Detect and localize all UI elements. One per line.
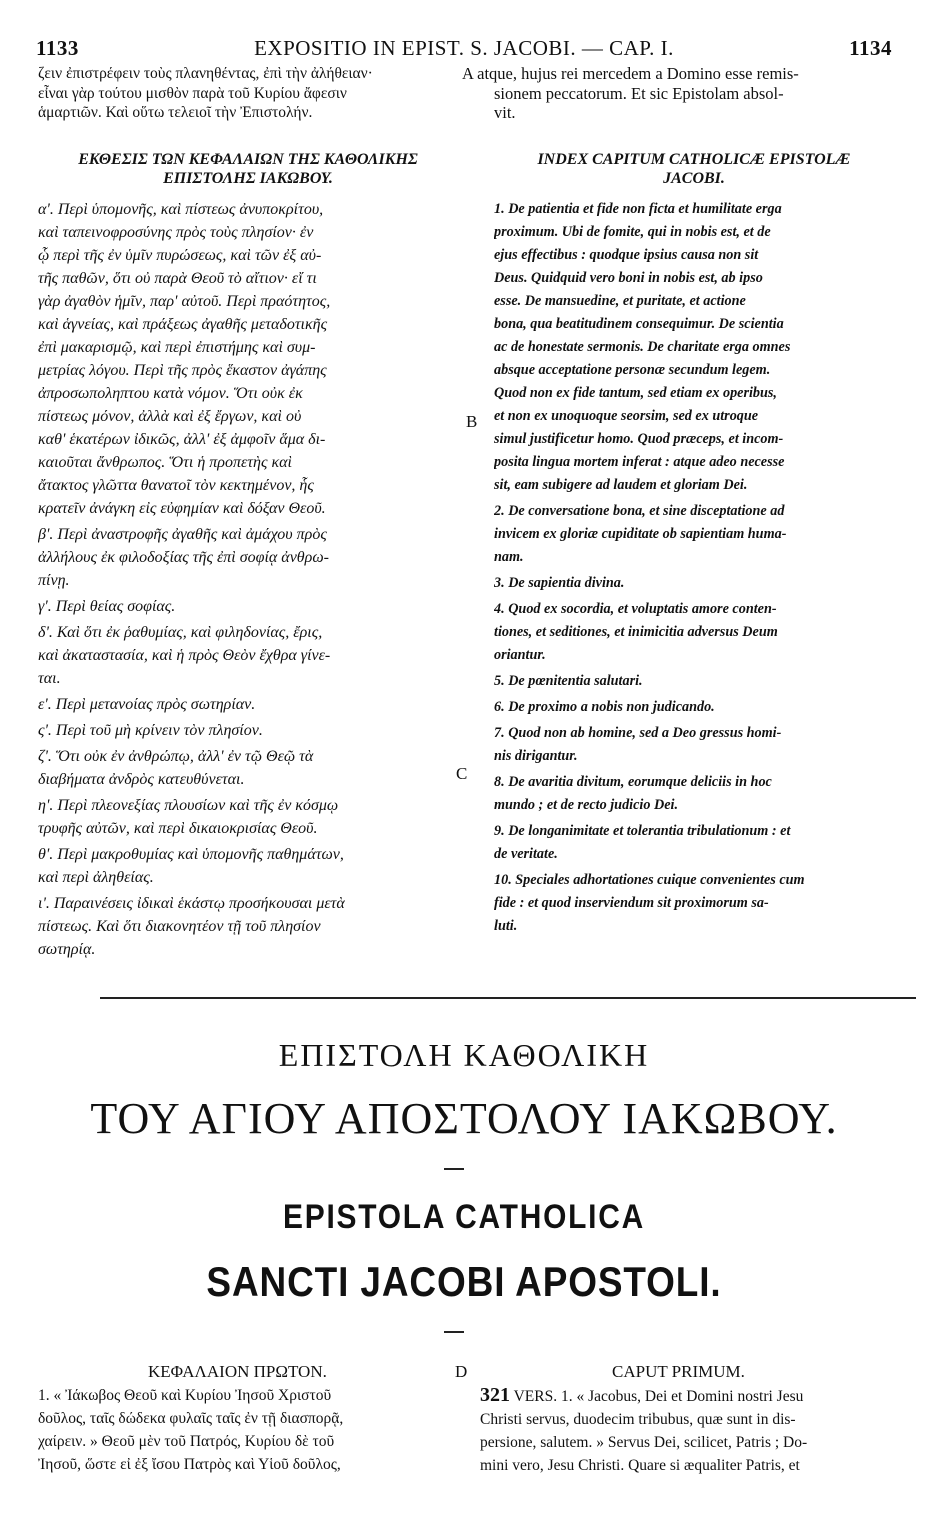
text-line: Christi servus, duodecim tribubus, quæ sunt in dis- xyxy=(480,1411,796,1428)
text-line: Ἰησοῦ, ὥστε εἰ ἐξ ἴσου Πατρὸς καὶ Υἱοῦ δοῦλος, xyxy=(38,1456,341,1473)
index-entry xyxy=(38,794,458,840)
entry-line: oriantur. xyxy=(494,647,546,663)
entry-line: καὶ ἀκαταστασία, καὶ ἡ πρὸς Θεὸν ἔχθρα γίνε- xyxy=(38,647,331,664)
entry-line: ejus effectibus : quodque ipsius causa non sit xyxy=(494,247,759,263)
entry-line: luti. xyxy=(494,918,518,934)
entry-line: ᾧ περὶ τῆς ἐν ὑμῖν πυρώσεως, καὶ τῶν ἐξ αὐ- xyxy=(38,247,322,264)
entry-line: invicem ex gloriæ cupiditate ob sapientiam huma- xyxy=(494,526,787,542)
heading-line: ΕΠΙΣΤΟΛΗΣ ΙΑΚΩΒΟΥ. xyxy=(163,170,333,187)
index-entry xyxy=(38,892,458,961)
entry-line: τῆς παθῶν, ὅτι οὐ παρὰ Θεοῦ τὸ αἴτιον· εἴ τι xyxy=(38,270,317,287)
text-line: ἁμαρτιῶν. Καὶ οὕτω τελειοῖ τὴν Ἐπιστολήν. xyxy=(38,104,313,121)
entry-line: κρατεῖν ἀνάγκη εἰς εὐφημίαν καὶ δόξαν Θεοῦ. xyxy=(38,500,326,517)
text-line: sionem peccatorum. Et sic Epistolam absol- xyxy=(494,83,784,103)
index-entry xyxy=(494,198,894,497)
entry-line: nis dirigantur. xyxy=(494,748,578,764)
index-entry xyxy=(494,771,894,817)
text-line: χαίρειν. » Θεοῦ μὲν τοῦ Πατρός, Κυρίου δὲ τοῦ xyxy=(38,1433,335,1450)
running-title: EXPOSITIO IN EPIST. S. JACOBI. — CAP. I. xyxy=(254,36,674,60)
entry-line: bona, qua beatitudinem consequimur. De scientia xyxy=(494,316,784,332)
text-line xyxy=(480,1384,898,1408)
text-line-content: VERS. 1. « Jacobus, Dei et Domini nostri Jesu xyxy=(513,1388,804,1405)
index-entry xyxy=(38,198,458,520)
text-line: εἶναι γὰρ τούτου μισθὸν παρὰ τοῦ Κυρίου ἄφεσιν xyxy=(38,84,347,102)
entry-line: esse. De mansuedine, et puritate, et actione xyxy=(494,293,746,309)
entry-line: 10. Speciales adhortationes cuique convenientes cum xyxy=(494,872,805,888)
intro-greek xyxy=(38,64,458,123)
heading-line: INDEX CAPITUM CATHOLICÆ EPISTOLÆ xyxy=(537,151,851,168)
text-line: δοῦλος, ταῖς δώδεκα φυλαῖς ταῖς ἐν τῇ διασπορᾷ, xyxy=(38,1410,344,1427)
text-line: persione, salutem. » Servus Dei, scilicet, Patris ; Do- xyxy=(480,1434,808,1451)
entry-line: ἐπὶ μακαρισμῷ, καὶ περὶ ἐπιστήμης καὶ συμ- xyxy=(38,339,316,356)
greek-title-line2: ΤΟΥ ΑΓΙΟΥ ΑΠΟΣΤΟΛΟΥ ΙΑΚΩΒΟΥ. xyxy=(90,1094,838,1143)
entry-line: πίστεως. Καὶ ὅτι διακονητέον τῇ τοῦ πλησίον xyxy=(38,918,321,935)
entry-line: ἀλλήλους ἐκ φιλοδοξίας τῆς ἐπὶ σοφίᾳ ἀνθρω- xyxy=(38,549,329,566)
entry-line: η'. Περὶ πλεονεξίας πλουσίων καὶ τῆς ἐν κόσμῳ xyxy=(38,797,339,814)
text-line: ζειν ἐπιστρέφειν τοὺς πλανηθέντας, ἐπὶ τὴν ἀλήθειαν· xyxy=(38,65,373,82)
latin-title-line2: SANCTI JACOBI APOSTOLI. xyxy=(206,1258,722,1305)
index-entry xyxy=(494,869,894,938)
index-entry xyxy=(494,572,894,595)
text-line: mini vero, Jesu Christi. Quare si æqualiter Patris, et xyxy=(480,1457,800,1474)
index-entry xyxy=(494,670,894,693)
heading-line: ΕΚΘΕΣΙΣ ΤΩΝ ΚΕΦΑΛΑΙΩΝ ΤΗΣ ΚΑΘΟΛΙΚΗΣ xyxy=(78,151,418,168)
entry-line: σωτηρίᾳ. xyxy=(38,941,96,958)
chapter-heading-latin: CAPUT PRIMUM. xyxy=(612,1362,745,1381)
heading-line: JACOBI. xyxy=(663,170,725,187)
entry-line: πίστεως μόνον, ἀλλὰ καὶ ἐξ ἔργων, καὶ οὐ xyxy=(38,408,302,425)
running-header xyxy=(36,36,892,62)
index-entry xyxy=(38,693,458,716)
index-entry xyxy=(38,745,458,791)
entry-line: simul justificetur homo. Quod præceps, et incom- xyxy=(494,431,784,447)
entry-line: γ'. Περὶ θείας σοφίας. xyxy=(38,598,176,615)
entry-line: δ'. Καὶ ὅτι ἐκ ῥαθυμίας, καὶ φιληδονίας, ἔρις, xyxy=(38,624,323,641)
entry-line: καὶ περὶ ἀληθείας. xyxy=(38,869,154,886)
entry-line: διαβήματα ἀνδρὸς κατευθύνεται. xyxy=(38,771,245,788)
entry-line: θ'. Περὶ μακροθυμίας καὶ ὑπομονῆς παθημάτων, xyxy=(38,846,344,863)
margin-letter-b: B xyxy=(466,412,478,431)
text-line: vit. xyxy=(494,103,516,122)
entry-line: 3. De sapientia divina. xyxy=(494,575,625,591)
entry-line: πίνῃ. xyxy=(38,572,70,589)
entry-line: καθ' ἑκατέρων ἰδικῶς, ἀλλ' ἐξ ἀμφοῖν ἅμα δι- xyxy=(38,431,326,448)
title-dash xyxy=(444,1168,464,1170)
text-line: 1. « Ἰάκωβος Θεοῦ καὶ Κυρίου Ἰησοῦ Χριστοῦ xyxy=(38,1387,332,1404)
entry-line: α'. Περὶ ὑπομονῆς, καὶ πίστεως ἀνυποκρίτου, xyxy=(38,201,324,218)
index-entry xyxy=(38,595,458,618)
entry-line: γὰρ ἀγαθὸν ἡμῖν, παρ' αὐτοῦ. Περὶ πραότητος, xyxy=(38,293,331,310)
section-divider xyxy=(100,997,916,999)
margin-letter-c: C xyxy=(456,764,468,783)
entry-line: 5. De pœnitentia salutari. xyxy=(494,673,643,689)
entry-line: ἄτακτος γλῶττα θανατοῖ τὸν κεκτημένον, ἧς xyxy=(38,477,314,494)
entry-line: de veritate. xyxy=(494,846,558,862)
entry-line: proximum. Ubi de fomite, qui in nobis est, et de xyxy=(494,224,771,240)
entry-line: 1. De patientia et fide non ficta et humilitate erga xyxy=(494,201,782,217)
index-greek-entries xyxy=(38,198,458,961)
entry-line: ac de honestate sermonis. De charitate erga omnes xyxy=(494,339,791,355)
entry-line: 9. De longanimitate et tolerantia tribulationum : et xyxy=(494,823,791,839)
entry-line: καιοῦται ἄνθρωπος. Ὅτι ἡ προπετὴς καὶ xyxy=(38,454,292,471)
index-latin-entries xyxy=(494,198,894,938)
entry-line: tiones, et seditiones, et inimicitia adversus Deum xyxy=(494,624,778,640)
entry-line: nam. xyxy=(494,549,524,565)
entry-line: et non ex unoquoque seorsim, sed ex utroque xyxy=(494,408,759,424)
entry-line: ζ'. Ὅτι οὐκ ἐν ἀνθρώπῳ, ἀλλ' ἐν τῷ Θεῷ τὰ xyxy=(38,748,314,765)
chapter-text-greek xyxy=(38,1384,458,1476)
index-entry xyxy=(38,621,458,690)
index-entry xyxy=(38,523,458,592)
index-entry xyxy=(38,843,458,889)
index-heading-greek xyxy=(38,150,458,188)
entry-line: ται. xyxy=(38,670,61,687)
index-entry xyxy=(494,500,894,569)
entry-line: posita lingua mortem inferat : atque adeo necesse xyxy=(494,454,785,470)
entry-line: 2. De conversatione bona, et sine disceptatione ad xyxy=(494,503,785,519)
entry-line: Quod non ex fide tantum, sed etiam ex operibus, xyxy=(494,385,777,401)
entry-line: 7. Quod non ab homine, sed a Deo gressus homi- xyxy=(494,725,782,741)
index-entry xyxy=(494,722,894,768)
entry-line: ε'. Περὶ μετανοίας πρὸς σωτηρίαν. xyxy=(38,696,256,713)
chapter-text-latin xyxy=(480,1384,898,1477)
entry-line: ι'. Παραινέσεις ἰδικαὶ ἑκάστῳ προσήκουσαι μετὰ xyxy=(38,895,345,912)
chapter-heading-greek: ΚΕΦΑΛΑΙΟΝ ΠΡΩΤΟΝ. xyxy=(148,1362,327,1381)
index-entry xyxy=(38,719,458,742)
entry-line: ς'. Περὶ τοῦ μὴ κρίνειν τὸν πλησίον. xyxy=(38,722,263,739)
greek-title-line1: ΕΠΙΣΤΟΛΗ ΚΑΘΟΛΙΚΗ xyxy=(278,1037,650,1073)
entry-line: 6. De proximo a nobis non judicando. xyxy=(494,699,715,715)
index-entry xyxy=(494,598,894,667)
index-entry xyxy=(494,820,894,866)
index-heading-latin xyxy=(494,150,894,188)
verse-number: 321 xyxy=(480,1384,510,1406)
latin-title-line1: EPISTOLA CATHOLICA xyxy=(283,1198,645,1236)
entry-line: ἀπροσωποληπτου κατὰ νόμον. Ὅτι οὐκ ἐκ xyxy=(38,385,303,402)
index-entry xyxy=(494,696,894,719)
entry-line: τρυφῆς αὐτῶν, καὶ περὶ δικαιοκρισίας Θεοῦ. xyxy=(38,820,318,837)
page-number-left: 1133 xyxy=(36,36,79,60)
entry-line: μετρίας λόγου. Περὶ τῆς πρὸς ἕκαστον ἀγάπης xyxy=(38,362,327,379)
entry-line: sit, eam subigere ad laudem et gloriam Dei. xyxy=(494,477,748,493)
intro-latin xyxy=(462,64,898,123)
entry-line: β'. Περὶ ἀναστροφῆς ἀγαθῆς καὶ ἀμάχου πρὸς xyxy=(38,526,327,543)
title-dash xyxy=(444,1331,464,1333)
entry-line: καὶ ταπεινοφροσύνης πρὸς τοὺς πλησίον· ἐν xyxy=(38,224,314,241)
entry-line: fide : et quod inserviendum sit proximorum sa- xyxy=(494,895,769,911)
text-line: A atque, hujus rei mercedem a Domino esse remis- xyxy=(462,64,799,83)
entry-line: mundo ; et de recto judicio Dei. xyxy=(494,797,679,813)
entry-line: καὶ ἁγνείας, καὶ πράξεως ἀγαθῆς μεταδοτικῆς xyxy=(38,316,328,333)
entry-line: Deus. Quidquid vero boni in nobis est, ab ipso xyxy=(494,270,763,286)
entry-line: 4. Quod ex socordia, et voluptatis amore conten- xyxy=(494,601,777,617)
margin-letter-d: D xyxy=(455,1362,468,1381)
page-number-right: 1134 xyxy=(849,36,892,60)
entry-line: absque acceptatione personæ secundum legem. xyxy=(494,362,771,378)
entry-line: 8. De avaritia divitum, eorumque deliciis in hoc xyxy=(494,774,772,790)
